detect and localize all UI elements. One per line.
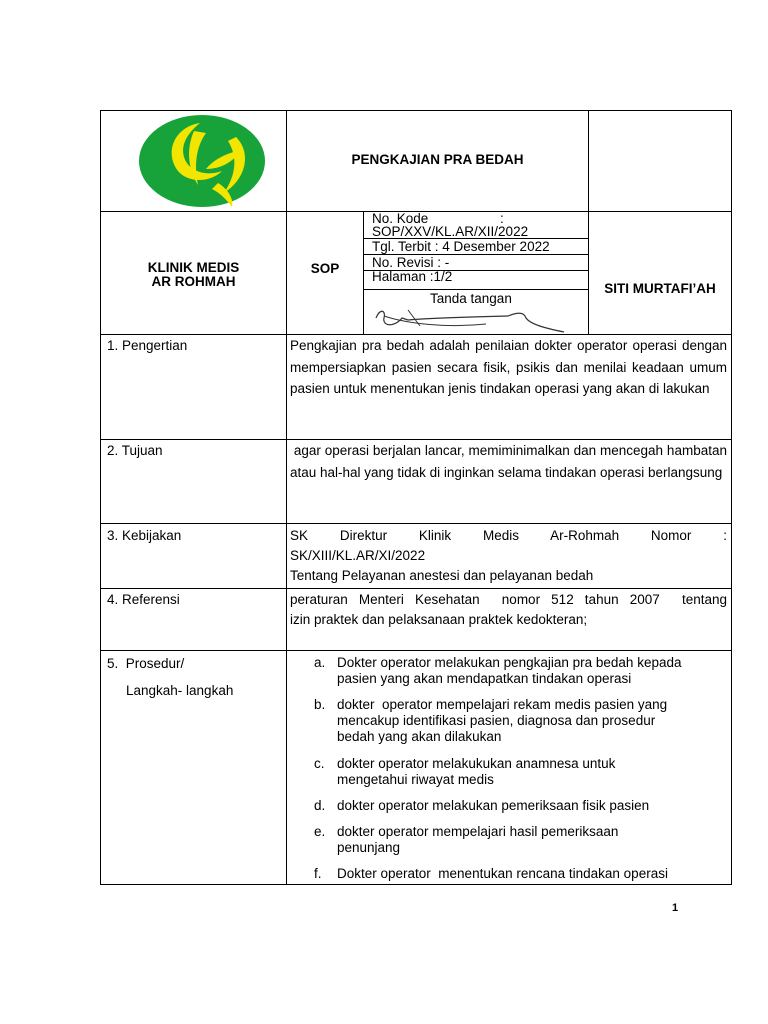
table-border-top [100,110,732,111]
prosedur-item-e-line2: penunjang [337,840,401,855]
prosedur-item-a-line2: pasien yang akan mendapatkan tindakan operasi [337,671,632,686]
signer-name: SITI MURTAFI’AH [604,281,716,296]
table-border-left [100,110,101,885]
halaman: Halaman :1/2 [372,269,453,284]
prosedur-item-b-line1: dokter operator mempelajari rekam medis pasien yang [337,697,668,712]
prosedur-item-c-line1: dokter operator melakukukan anamnesa untuk [337,756,616,771]
prosedur-marker-d: d. [314,798,326,813]
column-divider-sop [363,211,364,335]
prosedur-item-e-line1: dokter operator mempelajari hasil pemeriksaan [337,824,619,839]
no-kode-value: SOP/XXV/KL.AR/XII/2022 [372,224,529,239]
kebijakan-label: 3. Kebijakan [107,528,182,543]
pengertian-text: Pengkajian pra bedah adalah penilaian dokter operator operasi dengan mempersiapkan pasien secara fisik, psikis dan menilai keadaan umum pasien untuk menentukan jenis tindakan operasi yang akan di lakukan [290,338,727,396]
tujuan-text: agar operasi berjalan lancar, memiminimalkan dan mencegah hambatan atau hal-hal yang tidak di inginkan selama tindakan operasi berlangsung [290,443,731,480]
row-divider-kebijakan [100,588,732,589]
column-divider-left [286,110,287,885]
pengertian-label: 1. Pengertian [107,338,188,353]
kebijakan-line3: Tentang Pelayanan anestesi dan pelayanan bedah [290,568,594,583]
clinic-name-line1: KLINIK MEDIS [147,260,240,275]
referensi-line2: izin praktek dan pelaksanaan praktek kedokteran; [290,612,588,627]
prosedur-item-a-line1: Dokter operator melakukan pengkajian pra bedah kepada [337,655,682,670]
meta-divider-4 [363,289,588,290]
prosedur-item-b-line2: mencakup identifikasi pasien, diagnosa dan prosedur [337,713,656,728]
prosedur-marker-c: c. [314,756,325,771]
column-divider-right [588,110,589,335]
row-divider-referensi [100,650,732,651]
kebijakan-line2: SK/XIII/KL.AR/XI/2022 [290,548,426,563]
doc-type-label: SOP [310,261,340,276]
clinic-name-line2: AR ROHMAH [151,274,236,289]
no-kode-label: No. Kode [372,211,429,226]
prosedur-item-f-line1: Dokter operator menentukan rencana tindakan operasi [337,866,668,881]
tujuan-label: 2. Tujuan [107,443,163,458]
signature-icon [368,304,568,336]
prosedur-sublabel: Langkah- langkah [126,683,234,698]
prosedur-item-c-line2: mengetahui riwayat medis [337,772,494,787]
klinik-logo-icon [136,113,268,209]
document-title: PENGKAJIAN PRA BEDAH [351,152,524,167]
prosedur-marker-a: a. [314,655,326,670]
prosedur-marker-b: b. [314,697,326,712]
kebijakan-line1: SK Direktur Klinik Medis Ar-Rohmah Nomor : [290,528,727,543]
no-kode-colon: : [500,211,504,226]
prosedur-item-b-line3: bedah yang akan dilakukan [337,729,502,744]
prosedur-label: 5. Prosedur/ [107,656,185,671]
prosedur-marker-e: e. [314,824,326,839]
page-number: 1 [672,902,679,914]
prosedur-item-d-line1: dokter operator melakukan pemeriksaan fisik pasien [337,798,650,813]
row-divider-tujuan [100,523,732,524]
table-border-right [731,110,732,885]
referensi-label: 4. Referensi [107,592,180,607]
prosedur-marker-f: f. [314,866,322,881]
table-border-bottom [100,884,732,885]
no-revisi: No. Revisi : - [372,255,450,270]
referensi-line1: peraturan Menteri Kesehatan nomor 512 tahun 2007 tentang [290,592,727,607]
tgl-terbit: Tgl. Terbit : 4 Desember 2022 [372,239,550,254]
tanda-tangan-label: Tanda tangan [430,291,512,306]
